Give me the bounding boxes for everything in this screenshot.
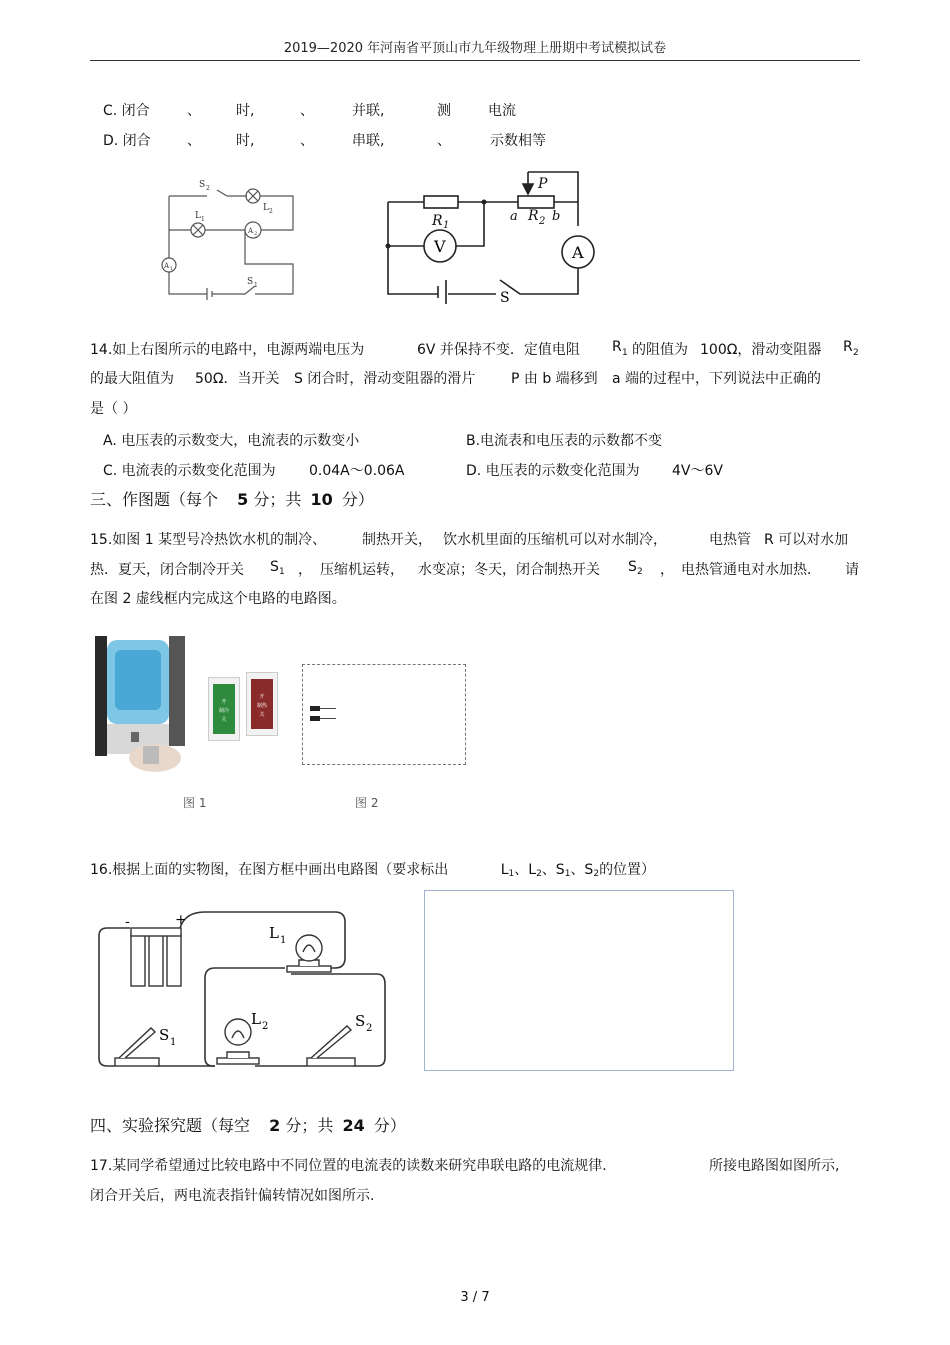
q14-text: P 由 b 端移到 <box>511 371 598 387</box>
cooling-switch-image <box>208 677 240 741</box>
q13d-part: 串联, <box>352 133 385 149</box>
label-a: a <box>510 209 518 224</box>
label-l1: L <box>195 211 201 221</box>
label-r2: R <box>528 208 539 224</box>
q16-text: 16.根据上面的实物图，在图方框中画出电路图（要求标出 <box>90 862 449 878</box>
cool-switch-text: 关 <box>221 717 227 723</box>
q13c-part: 、 <box>187 103 201 119</box>
power-plug-icon <box>306 702 340 726</box>
q13d-part: 示数相等 <box>490 133 546 149</box>
q15-text-sub: 2 <box>637 567 643 577</box>
bulb-l1-sub: 1 <box>280 935 287 946</box>
q16-text: L <box>500 862 509 878</box>
q14-text: 50Ω．当开关 <box>195 371 280 387</box>
q15-text: 压缩机运转， <box>320 562 404 578</box>
q15-text: 电热管通电对水加热． <box>681 562 821 578</box>
switch-s2-sub: 2 <box>366 1023 373 1034</box>
q16-text: 、S <box>541 862 565 878</box>
q14-option-d-range: 4V～6V <box>672 463 723 479</box>
bulb-l2-label: L <box>251 1010 261 1028</box>
label-l2-sub: 2 <box>269 208 273 215</box>
q16-question <box>90 859 655 879</box>
heat-switch-text: 制热 <box>256 703 267 709</box>
label-p: P <box>538 176 548 192</box>
q14-text: S 闭合时，滑动变阻器的滑片 <box>294 371 476 387</box>
heating-switch-image <box>246 672 278 736</box>
q15-text: 饮水机里面的压缩机可以对水制冷， <box>443 532 667 548</box>
label-a1: A <box>164 262 170 270</box>
q16-text: 、L <box>514 862 537 878</box>
q13d-part: 、 <box>300 133 314 149</box>
section-3-mid: 分；共 <box>253 490 302 509</box>
q16-text-sub: 1 <box>508 869 515 879</box>
label-r1: R <box>432 213 443 229</box>
q14-option-c-range: 0.04A～0.06A <box>309 463 405 479</box>
q15-line3: 在图 2 虚线框内完成这个电路的电路图。 <box>90 591 346 607</box>
q14-text: R <box>612 339 622 355</box>
q15-text: 热．夏天，闭合制冷开关 <box>90 562 244 578</box>
section-3-total: 10 <box>310 490 333 509</box>
q14-option-a: A. 电压表的示数变大，电流表的示数变小 <box>103 433 360 449</box>
q13d-part: D. 闭合 <box>103 133 151 149</box>
battery-plus: + <box>175 912 187 928</box>
bulb-l2-sub: 2 <box>262 1021 269 1032</box>
label-s2-sub: 2 <box>206 185 210 192</box>
label-s1: S <box>247 277 254 287</box>
q16-text-sub: 2 <box>536 869 542 879</box>
q14-option-c: C. 电流表的示数变化范围为 <box>103 463 276 479</box>
q15-text: R 可以对水加 <box>764 532 849 548</box>
switch-label: S <box>500 290 510 306</box>
figure-1-caption: 图 1 <box>183 796 207 810</box>
bulb-l1-label: L <box>269 924 279 942</box>
q17-line2: 闭合开关后，两电流表指针偏转情况如图所示. <box>90 1188 375 1204</box>
q14-text: R <box>843 339 853 355</box>
q15-text: S <box>270 559 279 575</box>
ammeter-label: A <box>572 243 584 262</box>
q15-text: S <box>628 559 637 575</box>
q13c-part: 电流 <box>488 103 516 119</box>
q13c-part: 、 <box>300 103 314 119</box>
label-a2: A <box>248 227 254 235</box>
section-4-total: 24 <box>342 1116 365 1135</box>
q16-text: 、S <box>570 862 594 878</box>
label-a1-sub: 1 <box>170 266 174 272</box>
cool-switch-text: 开 <box>221 699 227 705</box>
q14-text-sub: 2 <box>853 348 859 358</box>
label-r2-sub: 2 <box>539 216 546 227</box>
label-s2: S <box>199 180 206 190</box>
switch-s1-sub: 1 <box>170 1037 177 1048</box>
q15-text: ， <box>298 562 312 578</box>
cool-switch-text: 制冷 <box>218 708 229 714</box>
q14-text-sub: 1 <box>622 348 628 358</box>
label-a2-sub: 2 <box>254 231 258 237</box>
q13c-part: 测 <box>437 103 451 119</box>
q13d-part: 、 <box>437 133 451 149</box>
q15-text: ， <box>660 562 674 578</box>
label-s1-sub: 1 <box>254 282 258 289</box>
page-number: 3 / 7 <box>460 1290 490 1305</box>
q17-line1: 17.某同学希望通过比较电路中不同位置的电流表的读数来研究串联电路的电流规律． <box>90 1158 617 1174</box>
q14-line3: 是（ ） <box>90 401 137 417</box>
label-l1-sub: 1 <box>201 216 205 223</box>
q14-circuit-diagram <box>380 168 600 310</box>
label-l2: L <box>263 203 269 213</box>
heat-switch-text: 关 <box>259 712 265 718</box>
battery-minus: - <box>125 914 130 930</box>
header-rule <box>90 60 860 61</box>
section-3-score: 5 <box>237 490 249 509</box>
q15-text: 水变凉；冬天，闭合制热开关 <box>418 562 600 578</box>
q14-text: 的最大阻值为 <box>90 371 174 387</box>
q16-physical-circuit <box>95 908 390 1070</box>
switch-s1-label: S <box>159 1026 170 1044</box>
q15-text: 制热开关， <box>362 532 432 548</box>
q14-text: 6V 并保持不变．定值电阻 <box>417 342 580 358</box>
q13c-part: C. 闭合 <box>103 103 150 119</box>
heat-switch-text: 开 <box>259 694 265 700</box>
q13d-part: 、 <box>187 133 201 149</box>
label-r1-sub: 1 <box>443 220 450 231</box>
water-dispenser-image <box>95 636 200 782</box>
section-4-text: 四、实验探究题（每空 <box>90 1116 251 1135</box>
section-3-end: 分） <box>341 490 374 509</box>
section-4-score: 2 <box>269 1116 281 1135</box>
q14-option-b: B.电流表和电压表的示数都不变 <box>466 433 663 449</box>
q15-text: 电热管 <box>709 532 751 548</box>
q14-text: 14.如上右图所示的电路中，电源两端电压为 <box>90 342 365 358</box>
q13-circuit-diagram <box>155 172 305 302</box>
q16-answer-box <box>424 890 734 1071</box>
q14-text: 100Ω，滑动变阻器 <box>700 342 822 358</box>
q14-text: a 端的过程中，下列说法中正确的 <box>612 371 822 387</box>
q14-text: 的阻值为 <box>632 342 688 358</box>
q15-text: 15.如图 1 某型号冷热饮水机的制冷、 <box>90 532 327 548</box>
q17-line1-end: 所接电路图如图所示, <box>709 1158 840 1174</box>
q15-text-sub: 1 <box>279 567 285 577</box>
q13c-part: 并联, <box>352 103 385 119</box>
q14-option-d: D. 电压表的示数变化范围为 <box>466 463 640 479</box>
voltmeter-label: V <box>434 237 446 256</box>
switch-s2-label: S <box>355 1012 366 1030</box>
figure-2-caption: 图 2 <box>355 796 379 810</box>
section-3-text: 三、作图题（每个 <box>90 490 219 509</box>
label-b: b <box>552 209 561 224</box>
section-4-end: 分） <box>373 1116 406 1135</box>
section-3-title <box>90 487 374 510</box>
section-4-title <box>90 1113 406 1136</box>
q16-text: 的位置） <box>599 862 656 878</box>
page-header: 2019—2020 年河南省平顶山市九年级物理上册期中考试模拟试卷 <box>283 41 667 56</box>
q16-text-sub: 2 <box>593 869 600 879</box>
q13c-part: 时, <box>236 103 255 119</box>
q15-text: 请 <box>845 562 859 578</box>
q16-text-sub: 1 <box>564 869 571 879</box>
q13d-part: 时, <box>236 133 255 149</box>
section-4-mid: 分；共 <box>285 1116 334 1135</box>
